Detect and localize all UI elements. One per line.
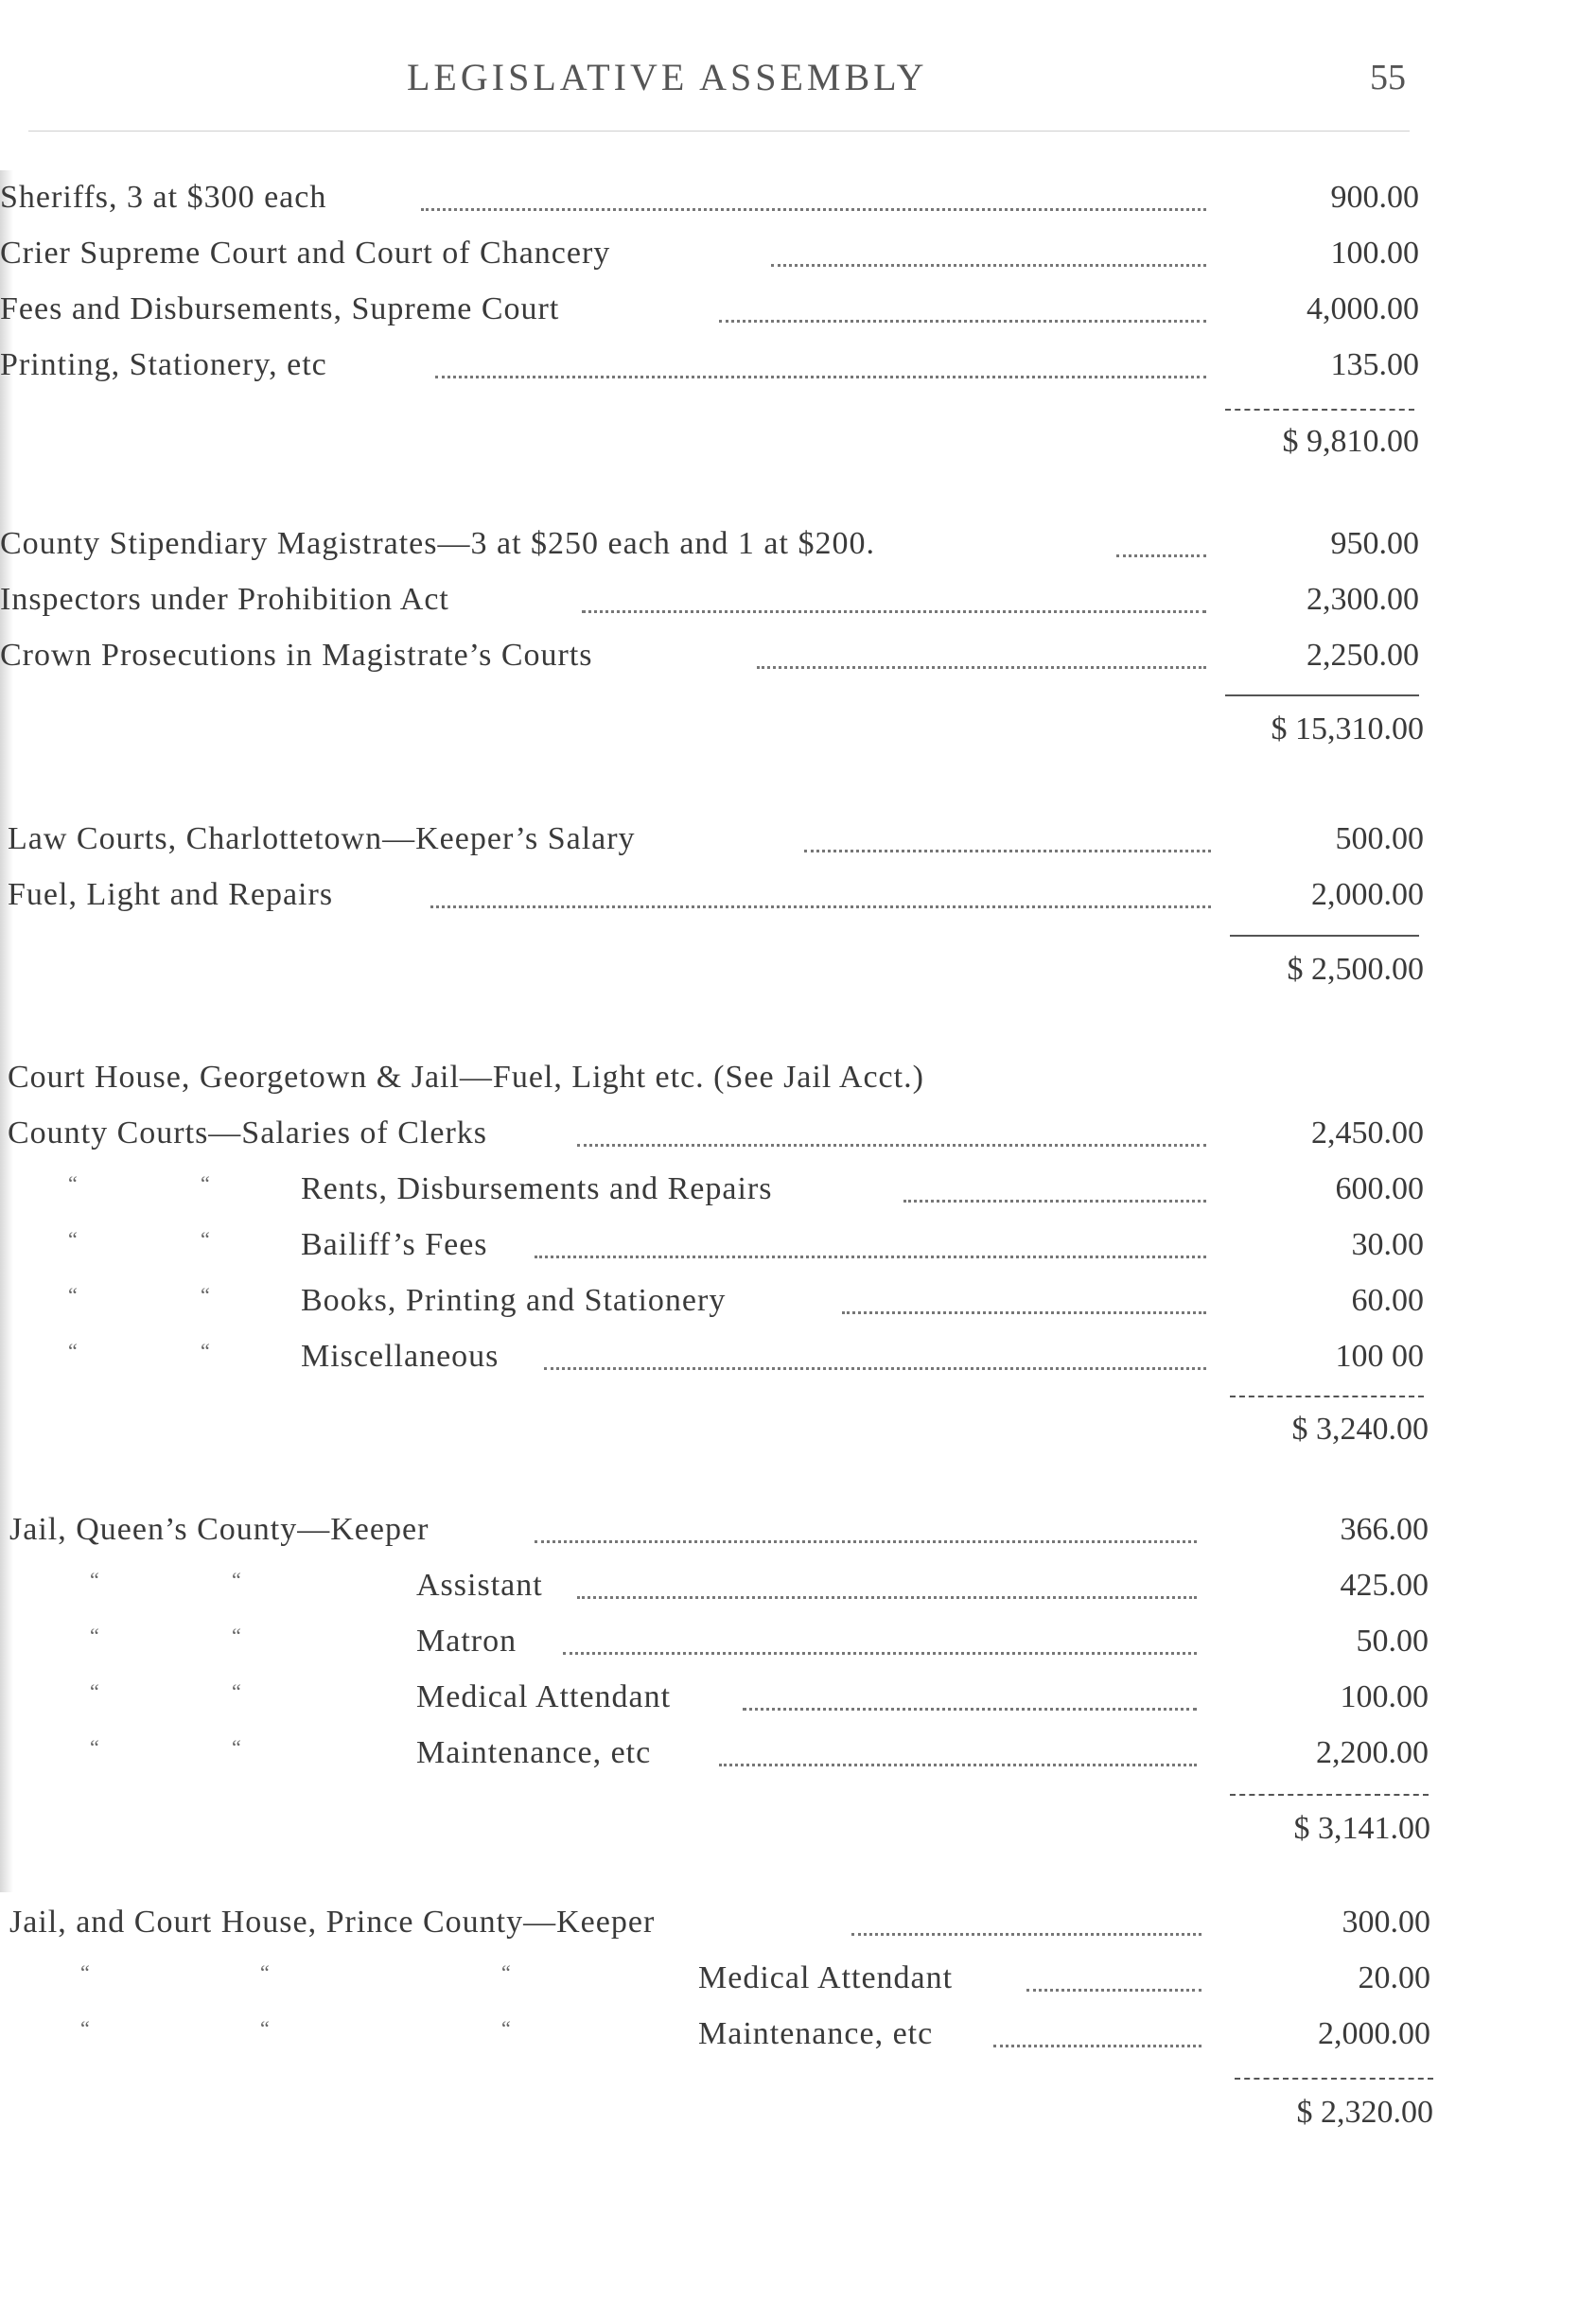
row-label: Jail, Queen’s County—Keeper	[9, 1512, 430, 1547]
ditto-mark: “	[90, 1624, 99, 1647]
ditto-mark: “	[90, 1568, 99, 1591]
ledger-row	[0, 1679, 1596, 1729]
leader-dots	[582, 610, 1206, 613]
row-label: Law Courts, Charlottetown—Keeper’s Salary	[8, 821, 636, 856]
ledger-row	[0, 638, 1596, 687]
page-header	[0, 55, 1596, 112]
row-label: Sheriffs, 3 at $300 each	[0, 180, 327, 215]
ledger-row	[0, 1512, 1596, 1561]
running-title: LEGISLATIVE ASSEMBLY	[407, 56, 928, 98]
leader-dots	[719, 320, 1206, 323]
ledger-row	[0, 1905, 1596, 1954]
total-amount: $ 3,240.00	[1291, 1412, 1429, 1447]
row-label: Bailiff’s Fees	[301, 1227, 488, 1262]
ledger-row	[0, 1171, 1596, 1221]
row-amount: 100.00	[1330, 236, 1419, 271]
ditto-mark: “	[68, 1339, 78, 1362]
total-rule	[1235, 2078, 1433, 2080]
total-amount: $ 2,320.00	[1296, 2095, 1433, 2130]
row-amount: 60.00	[1351, 1283, 1424, 1318]
leader-dots	[577, 1596, 1197, 1599]
section-total	[0, 424, 1596, 473]
total-amount: $ 2,500.00	[1287, 952, 1424, 987]
ditto-mark: “	[68, 1227, 78, 1251]
total-amount: $ 3,141.00	[1293, 1811, 1430, 1846]
leader-dots	[430, 905, 1211, 908]
leader-dots	[719, 1764, 1197, 1766]
ditto-mark: “	[201, 1283, 210, 1307]
ledger-row	[0, 1283, 1596, 1332]
ditto-mark: “	[201, 1171, 210, 1195]
heading-label: Court House, Georgetown & Jail—Fuel, Light etc. (See Jail Acct.)	[8, 1060, 924, 1095]
ledger-row	[0, 821, 1596, 870]
total-rule	[1230, 1396, 1424, 1397]
ledger-row	[0, 291, 1596, 341]
ledger-row	[0, 2016, 1596, 2065]
ledger-row	[0, 1568, 1596, 1617]
leader-dots	[544, 1367, 1206, 1370]
total-rule	[1230, 1794, 1429, 1796]
ditto-mark: “	[232, 1735, 241, 1759]
row-label: Maintenance, etc	[416, 1735, 652, 1770]
ditto-mark: “	[80, 2016, 90, 2040]
ditto-mark: “	[80, 1960, 90, 1984]
ledger-row	[0, 582, 1596, 631]
row-amount: 425.00	[1340, 1568, 1429, 1603]
row-amount: 4,000.00	[1307, 291, 1419, 326]
ledger-row	[0, 1227, 1596, 1276]
ditto-mark: “	[232, 1624, 241, 1647]
row-label: County Courts—Salaries of Clerks	[8, 1115, 488, 1150]
row-label: Crown Prosecutions in Magistrate’s Courts	[0, 638, 593, 673]
row-label: Medical Attendant	[698, 1960, 954, 1995]
row-label: Fees and Disbursements, Supreme Court	[0, 291, 560, 326]
row-amount: 366.00	[1340, 1512, 1429, 1547]
row-amount: 2,300.00	[1307, 582, 1419, 617]
ledger-row	[0, 1735, 1596, 1784]
leader-dots	[435, 376, 1206, 378]
row-label: Jail, and Court House, Prince County—Keeper	[9, 1905, 656, 1940]
total-rule	[1225, 409, 1414, 411]
ditto-mark: “	[201, 1339, 210, 1362]
row-amount: 2,000.00	[1318, 2016, 1430, 2051]
leader-dots	[993, 2045, 1201, 2047]
section-heading	[0, 1060, 1596, 1109]
row-amount: 500.00	[1335, 821, 1424, 856]
row-amount: 30.00	[1351, 1227, 1424, 1262]
page-number: 55	[1370, 58, 1406, 97]
ditto-mark: “	[260, 1960, 270, 1984]
ledger-row	[0, 236, 1596, 285]
row-amount: 900.00	[1330, 180, 1419, 215]
section-total	[0, 952, 1596, 1001]
ledger-row	[0, 1115, 1596, 1165]
ledger-row	[0, 1339, 1596, 1388]
total-rule	[1230, 935, 1419, 937]
leader-dots	[804, 850, 1211, 852]
ditto-mark: “	[232, 1568, 241, 1591]
row-label: Miscellaneous	[301, 1339, 500, 1374]
row-amount: 300.00	[1342, 1905, 1430, 1940]
row-label: Fuel, Light and Repairs	[8, 877, 334, 912]
row-amount: 2,250.00	[1307, 638, 1419, 673]
ledger-row	[0, 877, 1596, 926]
leader-dots	[535, 1540, 1197, 1543]
section-total	[0, 1811, 1596, 1860]
leader-dots	[535, 1256, 1206, 1258]
row-label: County Stipendiary Magistrates—3 at $250 each and 1 at $200.	[0, 526, 875, 561]
ditto-mark: “	[501, 1960, 511, 1984]
header-rule	[28, 131, 1410, 132]
row-amount: 2,200.00	[1316, 1735, 1429, 1770]
ditto-mark: “	[260, 2016, 270, 2040]
leader-dots	[903, 1200, 1206, 1203]
leader-dots	[851, 1933, 1201, 1936]
row-label: Crier Supreme Court and Court of Chancery	[0, 236, 611, 271]
ledger-row	[0, 1624, 1596, 1673]
ditto-mark: “	[501, 2016, 511, 2040]
row-amount: 2,450.00	[1311, 1115, 1424, 1150]
ledger-row	[0, 526, 1596, 575]
row-amount: 600.00	[1335, 1171, 1424, 1206]
row-amount: 100.00	[1340, 1679, 1429, 1714]
row-label: Matron	[416, 1624, 517, 1659]
leader-dots	[421, 208, 1206, 211]
leader-dots	[1116, 554, 1206, 557]
leader-dots	[743, 1708, 1197, 1711]
row-label: Rents, Disbursements and Repairs	[301, 1171, 773, 1206]
row-label: Books, Printing and Stationery	[301, 1283, 727, 1318]
section-total	[0, 1412, 1596, 1461]
leader-dots	[771, 264, 1206, 267]
row-label: Maintenance, etc	[698, 2016, 934, 2051]
total-amount: $ 15,310.00	[1271, 711, 1424, 747]
row-amount: 50.00	[1356, 1624, 1429, 1659]
ditto-mark: “	[90, 1735, 99, 1759]
leader-dots	[757, 666, 1206, 669]
row-label: Inspectors under Prohibition Act	[0, 582, 449, 617]
leader-dots	[1026, 1989, 1201, 1992]
row-amount: 2,000.00	[1311, 877, 1424, 912]
row-label: Printing, Stationery, etc	[0, 347, 327, 382]
row-amount: 950.00	[1330, 526, 1419, 561]
ditto-mark: “	[232, 1679, 241, 1703]
row-label: Medical Attendant	[416, 1679, 672, 1714]
row-amount: 100 00	[1335, 1339, 1424, 1374]
ledger-row	[0, 1960, 1596, 2010]
ditto-mark: “	[68, 1171, 78, 1195]
section-total	[0, 711, 1596, 761]
row-amount: 20.00	[1358, 1960, 1430, 1995]
section-total	[0, 2095, 1596, 2144]
ledger-row	[0, 180, 1596, 229]
row-label: Assistant	[416, 1568, 543, 1603]
ditto-mark: “	[68, 1283, 78, 1307]
total-rule	[1225, 694, 1419, 696]
leader-dots	[577, 1144, 1206, 1147]
leader-dots	[563, 1652, 1197, 1655]
ditto-mark: “	[201, 1227, 210, 1251]
leader-dots	[842, 1311, 1206, 1314]
ledger-row	[0, 347, 1596, 396]
total-amount: $ 9,810.00	[1282, 424, 1419, 459]
ditto-mark: “	[90, 1679, 99, 1703]
row-amount: 135.00	[1330, 347, 1419, 382]
